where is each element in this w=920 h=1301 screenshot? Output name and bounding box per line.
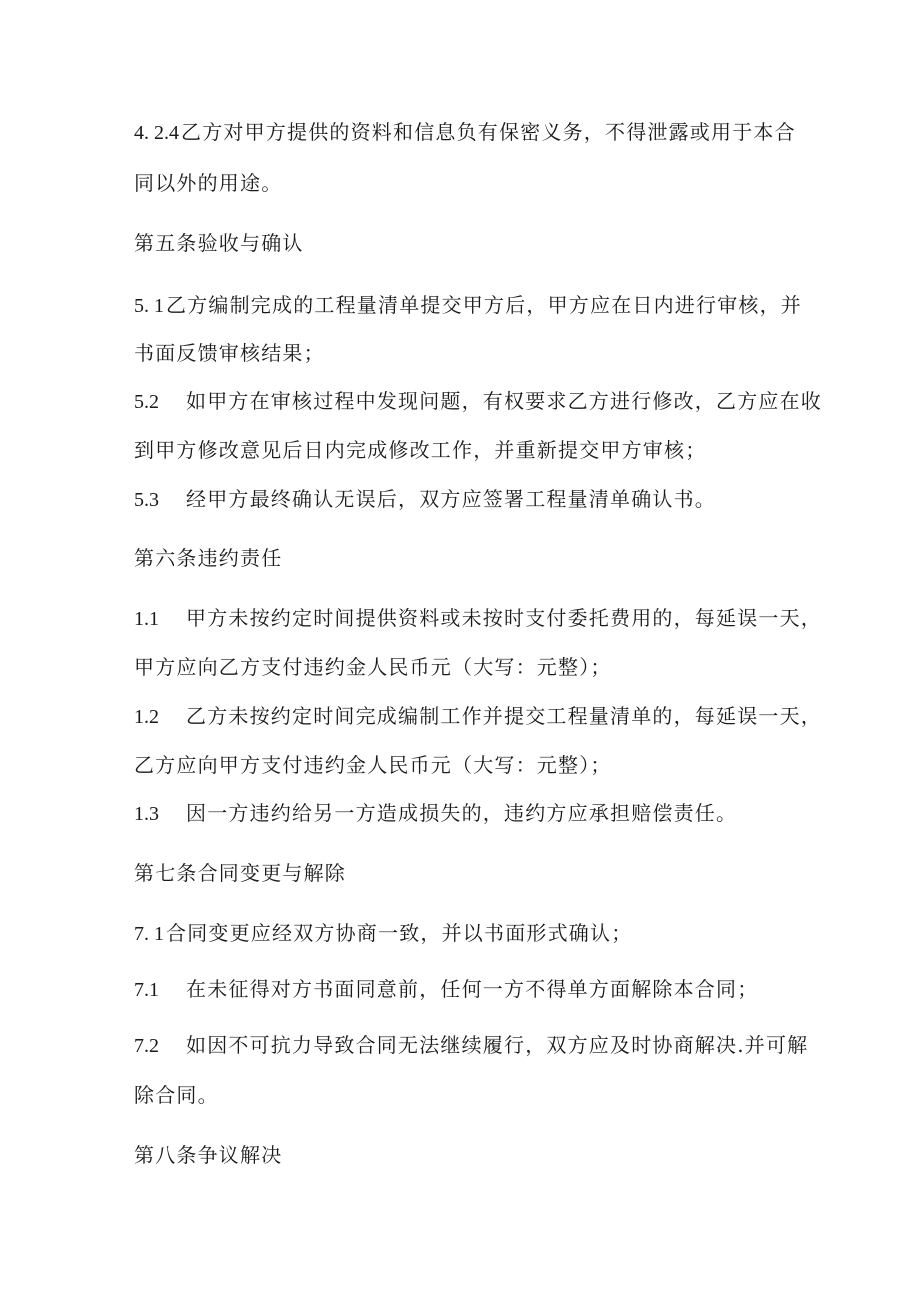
clause-number: 1.1 (134, 608, 159, 630)
clause-number: 5. 1 (134, 295, 164, 317)
clause-5-1-line-2: 书面反馈审核结果； (134, 341, 325, 365)
clause-number: 4. 2.4 (134, 122, 179, 144)
clause-text: 乙方对甲方提供的资料和信息负有保密义务，不得泄露或用于本合 (181, 120, 796, 144)
clause-6-1-2-line-1 (134, 703, 822, 730)
clause-7-1b (134, 976, 758, 1003)
clause-text: 经甲方最终确认无误后，双方应签署工程量清单确认书。 (186, 487, 716, 511)
clause-text: 乙方未按约定时间完成编制工作并提交工程量清单的，每延误一天， (186, 704, 822, 728)
clause-5-3 (134, 486, 716, 513)
clause-number: 5.2 (134, 391, 159, 413)
clause-7-2-line-1 (134, 1032, 808, 1059)
section-heading-5: 第五条验收与确认 (134, 231, 304, 255)
clause-7-1a (134, 920, 632, 947)
clause-7-2-line-2: 除合同。 (134, 1083, 219, 1107)
clause-text: 因一方违约给另一方造成损失的，违约方应承担赔偿责任。 (186, 801, 738, 825)
clause-5-2-line-1 (134, 388, 822, 415)
clause-text: 如甲方在审核过程中发现问题，有权要求乙方进行修改，乙方应在收 (186, 389, 822, 413)
clause-text: 在未征得对方书面同意前，任何一方不得单方面解除本合同； (186, 977, 759, 1001)
clause-6-1-1-line-1 (134, 605, 822, 632)
clause-number: 5.3 (134, 489, 159, 511)
section-heading-6: 第六条违约责任 (134, 546, 283, 570)
clause-number: 7. 1 (134, 923, 164, 945)
clause-5-2-line-2: 到甲方修改意见后日内完成修改工作，并重新提交甲方审核； (134, 438, 707, 462)
section-heading-7: 第七条合同变更与解除 (134, 861, 346, 885)
clause-4-2-4-line-1 (134, 119, 796, 146)
clause-number: 7.2 (134, 1035, 159, 1057)
clause-6-1-3 (134, 800, 737, 827)
clause-number: 1.2 (134, 706, 159, 728)
clause-6-1-2-line-2: 乙方应向甲方支付违约金人民币元（大写：元整）； (134, 753, 612, 777)
clause-4-2-4-line-2: 同以外的用途。 (134, 171, 283, 195)
section-heading-8: 第八条争议解决 (134, 1143, 283, 1167)
clause-number: 1.3 (134, 803, 159, 825)
clause-6-1-1-line-2: 甲方应向乙方支付违约金人民币元（大写：元整）； (134, 655, 612, 679)
clause-number: 7.1 (134, 979, 159, 1001)
clause-text: 甲方未按约定时间提供资料或未按时支付委托费用的，每延误一天， (186, 606, 822, 630)
clause-text: 乙方编制完成的工程量清单提交甲方后，甲方应在日内进行审核，并 (166, 293, 802, 317)
clause-text: 如因不可抗力导致合同无法继续履行，双方应及时协商解决.并可解 (186, 1033, 809, 1057)
clause-text: 合同变更应经双方协商一致，并以书面形式确认； (166, 921, 633, 945)
clause-5-1-line-1 (134, 292, 802, 319)
